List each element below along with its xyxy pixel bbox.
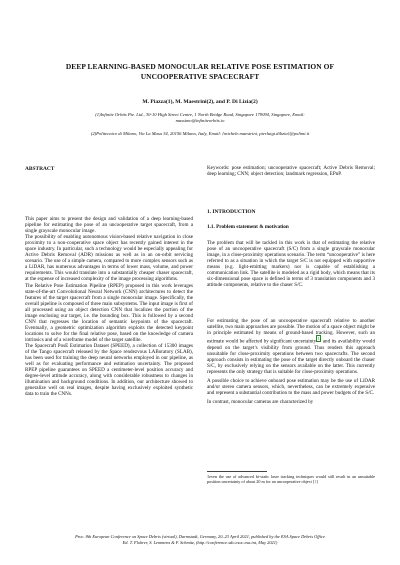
title-line-2: UNCOOPERATIVE SPACECRAFT — [140, 72, 260, 81]
footnote-divider — [207, 471, 267, 472]
intro-paragraph-2-part-a: For estimating the pose of an uncooperative spacecraft relative to another satellite, two main approaches are possible. The motion of a space object might be in principle estimated by means of ground-based tracking. However, such an estimate would be affected by significant uncertainty — [207, 318, 375, 345]
abstract-paragraph-4: The Spacecraft PosE Estimation Dataset (SPEED), a collection of 15300 images of the Tango spacecraft released by the Space rendezvous LABoratory (SLAB), has been used for training the deep neural networks employed in our pipeline, as well as for evaluating performance and estimation uncertainty. The proposed RPEP pipeline guarantees on SPEED a centimeter-level position accuracy and degree-level attitude accuracy, along with considerable robustness to changes in illumination and background conditions. In addition, our architecture showed to generalize well on real images, despite having exclusively exploited synthetic data to train the CNNs. — [25, 342, 193, 398]
affiliation-2: (2)Politecnico di Milano, Via La Masa 34, 20156 Milano, Italy, Email: {michele.maestrini, pierluigi.dilizia}@polimi.it — [90, 131, 310, 136]
footnote-citation-link[interactable]: 1 — [314, 479, 317, 485]
intro-paragraph-4: In contrast, monocular cameras are characterized by — [207, 399, 314, 406]
footnote-reference-link[interactable]: 1 — [317, 336, 320, 342]
affiliation-1 — [30, 112, 370, 124]
affiliation-1-line-2: massimo@infiniteorbits.io — [175, 118, 225, 124]
intro-body — [207, 318, 375, 405]
abstract-heading: ABSTRACT — [25, 166, 55, 172]
abstract-paragraph-2: The possibility of enabling autonomous vision-based relative navigation in close proximity to a non-cooperative space object has recently gained interest in the space industry. In particular, such a technology would be especially appealing for Active Debris Removal (ADR) missions as well as in an on-orbit servicing scenario. The use of a simple camera, compared to more complex sensors such as a LiDAR, has numerous advantages in terms of lower mass, volume, and power requirements. This would translate into a substantially cheaper chaser spacecraft, at the expense of increased complexity of the image processing algorithms. — [25, 234, 193, 283]
footnote-text: 1even the use of advanced bi-static laser tracking techniques would still result in an unsuitable position uncertainty of about 20 m for an uncooperative object — [207, 474, 375, 485]
intro-paragraph-1: The problem that will be tackled in this work is that of estimating the relative pose of an uncooperative spacecraft (S/C) from a single grayscale monocular image, in a close-proximity operations scenario. The term “uncooperative” is here referred to as a situation in which the target S/C is not equipped with supportive means (e.g. light-emitting markers) nor is capable of establishing a communication link. The satellite is modeled as a rigid body, which means that its six-dimensional pose space is defined in terms of 3 translation components and 3 attitude components, relative to the chaser S/C. — [207, 240, 375, 289]
abstract-body — [25, 216, 193, 397]
title-line-1: DEEP LEARNING-BASED MONOCULAR RELATIVE POSE ESTIMATION OF — [65, 62, 335, 71]
intro-paragraph-2 — [207, 318, 375, 375]
intro-paragraph-3: A possible choice to achieve onboard pose estimation may be the use of LiDAR and/or stereo camera sensors, which, nevertheless, can be extremely expensive and represent a substantial contribution to the mass and power budgets of the S/C. — [207, 378, 375, 397]
footnote: 1even the use of advanced bi-static laser tracking techniques would still result in an unsuitable position uncertainty of about 20 m for an uncooperative object [1] — [207, 474, 375, 485]
paper-title — [40, 62, 360, 82]
abstract-paragraph-3: The Relative Pose Estimation Pipeline (RPEP) proposed in this work leverages state-of-the-art Convolutional Neural Network (CNN) architectures to detect the features of the target spacecraft from a single monocular image. Specifically, the overall pipeline is composed of three main subsystems. The input image is first of all processed using an object detection CNN that localizes the portion of the image enclosing our target, i.e. the bounding box. This is followed by a second CNN that regresses the location of semantic keypoints of the spacecraft. Eventually, a geometric optimization algorithm exploits the detected keypoint locations to solve for the final relative pose, based on the knowledge of camera intrinsics and of a wireframe model of the target satellite. — [25, 282, 193, 343]
author-list: M. Piazza(1), M. Maestrini(2), and P. Di Lizia(2) — [142, 99, 258, 105]
subsection-heading-problem-statement: 1.1. Problem statement & motivation — [207, 224, 289, 230]
keywords: Keywords: pose estimation; uncooperative spacecraft; Active Debris Removal; deep learning; CNN; object detection; landmark regression, EPnP. — [207, 165, 375, 178]
affiliation-1-line-1: (1)Infinite Orbits Pte. Ltd., 30-10 High Street Centre, 1 North Bridge Road, Singapore 179094, Singapore, Email: — [95, 112, 305, 117]
proceedings-footer — [25, 534, 375, 546]
section-heading-introduction: 1. INTRODUCTION — [207, 209, 256, 215]
intro-paragraph-2-part-b: and its availability would depend on the target’s visibility from ground. Thus renders this approach unsuitable for close-proximity operations between two spacecrafts. The second approach consists in estimating the pose of the target directly onboard the chaser S/C, by exclusively relying on the sensors available on the latter. This currently represents the only strategy that is suitable for close-proximity operations. — [207, 338, 376, 376]
footer-line-2: Ed. T. Flohrer, S. Lemmens & F. Schmitz, (http://conference.sdo.esoc.esa.int, May 2021) — [122, 539, 278, 545]
footer-line-1: Proc. 8th European Conference on Space Debris (virtual), Darmstadt, Germany, 20–23 April 2021, published by the ESA Space Debris Office — [75, 534, 325, 539]
abstract-paragraph-1: This paper aims to present the design and validation of a deep learning-based pipeline for estimating the pose of an uncooperative target spacecraft, from a single grayscale monocular image. — [25, 216, 193, 235]
